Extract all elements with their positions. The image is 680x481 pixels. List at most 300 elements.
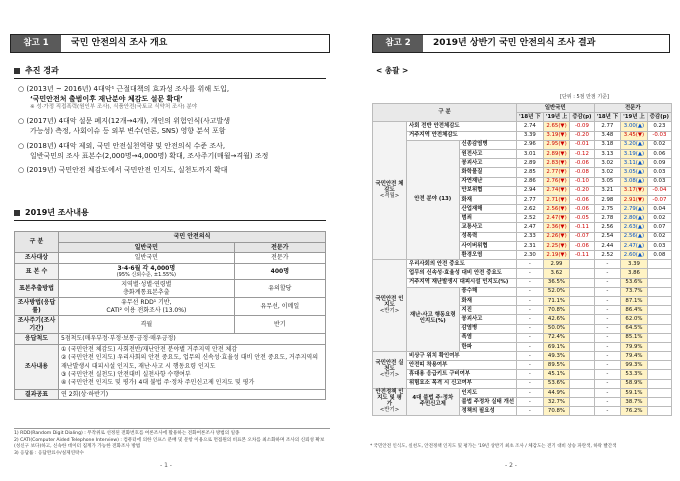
value-cell (570, 287, 594, 296)
table-note: * 국민안전 인식도, 실천도, 안전정책 인지도 및 평가는 '19년 상반기 최초 조사 / 체감도는 전기 대비 상승 파란색, 하락 빨간색 (370, 444, 617, 449)
table-row (373, 122, 672, 131)
ref-title-2: 2019년 상반기 국민 안전의식 조사 결과 (433, 37, 596, 48)
content-item: ③ (국민안전 실천도) 안전대비 실천사항 수행여부 (61, 370, 191, 378)
cell-text: 3·4·6월 각 4,000명 (117, 264, 176, 272)
group-title: 안전정책 인지도 및 평가 (375, 389, 404, 408)
value-cell: 0.09 (647, 159, 671, 168)
value-cell: 3.86 (621, 269, 648, 278)
value-cell: 2.19(▼) (543, 251, 570, 260)
subgroup-label: 안전 분야 (13) (407, 140, 460, 259)
value-cell (647, 296, 671, 305)
value-cell: - (517, 324, 544, 333)
value-cell: 2.94 (517, 186, 544, 195)
value-cell: -0.04 (647, 186, 671, 195)
value-cell: 2.74 (517, 122, 544, 131)
row-key: 결과공표 (15, 389, 59, 400)
value-cell (570, 379, 594, 388)
value-cell: - (594, 379, 621, 388)
value-cell (647, 287, 671, 296)
value-cell: - (594, 398, 621, 407)
value-cell: -0.03 (647, 131, 671, 140)
cell (59, 344, 326, 389)
value-cell (647, 306, 671, 315)
value-cell: 3.19(▼) (543, 131, 570, 140)
value-cell (647, 278, 671, 287)
value-cell: 2.54 (594, 232, 621, 241)
table-header: 증감(p) (570, 113, 594, 122)
row-label: 환경오염 (459, 251, 517, 260)
section-progress (14, 66, 59, 76)
value-cell: 3.02 (594, 159, 621, 168)
value-cell: - (594, 269, 621, 278)
table-row (373, 140, 672, 149)
row-label: 인지도 (459, 388, 517, 397)
value-cell: 72.4% (543, 333, 570, 342)
value-cell: 2.36(▼) (543, 223, 570, 232)
group-title: 국민안전 체감도 (375, 180, 404, 193)
value-cell: 2.74(▼) (543, 186, 570, 195)
table-row (373, 379, 672, 388)
value-cell: 2.71(▼) (543, 195, 570, 204)
footnote: 1) RDD(Random Digit Dialing) : 무작위로 선정된 전화번호를 여론조사에 활용하는 전화여론조사 방법의 일종 (14, 431, 240, 436)
content-item: ② (국민안전 인지도) 우리사회의 안전 중요도, 업무의 신속성·효율성 대비 안전 중요도, 거주지역의 재난발생시 대피시설 인지도, 재난·사고 시 행동요령 인지도 (61, 354, 319, 370)
table-row (15, 334, 326, 345)
value-cell: 0.03 (647, 168, 671, 177)
table-row (15, 389, 326, 400)
value-cell: - (594, 361, 621, 370)
results-table (372, 103, 672, 416)
row-label: 산업재해 (459, 205, 517, 214)
value-cell: - (594, 260, 621, 269)
value-cell: 73.7% (621, 287, 648, 296)
table-row (15, 344, 326, 389)
page-number: - 2 - (505, 462, 517, 469)
list-item: ○ (2018년) 4대악 제외, 국민 안전실천역량 및 안전의식 수준 조사, (18, 141, 226, 150)
table-row (373, 269, 672, 278)
value-cell: 2.83(▼) (543, 159, 570, 168)
value-cell: - (517, 407, 544, 416)
value-cell: 2.79(▲) (621, 205, 648, 214)
table-header: '19년 上 (621, 113, 648, 122)
row-label: 범죄 (459, 214, 517, 223)
value-cell: -0.10 (570, 177, 594, 186)
value-cell: 3.45(▼) (621, 131, 648, 140)
row-label: 위험요소 목격 시 신고여부 (407, 379, 517, 388)
value-cell: 62.0% (621, 315, 648, 324)
value-cell: 3.39 (517, 131, 544, 140)
value-cell: - (594, 352, 621, 361)
cell (59, 298, 235, 316)
value-cell: 3.02 (594, 168, 621, 177)
subgroup-label: 4대 불법 주·정차 주민신고제 (407, 388, 460, 416)
value-cell: -0.06 (570, 205, 594, 214)
list-item: ○ (2017년) 4대악 설문 폐지(12개→4개), 개인의 위험인식(사고발생 (18, 117, 231, 126)
value-cell: 2.89 (517, 159, 544, 168)
value-cell (570, 269, 594, 278)
value-cell: 2.47(▲) (621, 241, 648, 250)
value-cell: -0.06 (570, 195, 594, 204)
value-cell: 2.26(▼) (543, 232, 570, 241)
value-cell: 2.99 (543, 260, 570, 269)
value-cell (647, 352, 671, 361)
value-cell: -0.05 (570, 214, 594, 223)
ref-title-1: 국민 안전의식 조사 개요 (71, 37, 168, 48)
value-cell: 2.62 (517, 205, 544, 214)
value-cell: - (517, 278, 544, 287)
value-cell (647, 324, 671, 333)
row-label: 붕괴사고 (459, 159, 517, 168)
value-cell (570, 407, 594, 416)
value-cell: 0.02 (647, 232, 671, 241)
value-cell: 0.03 (647, 241, 671, 250)
value-cell: 3.17(▼) (621, 186, 648, 195)
value-cell (570, 370, 594, 379)
summary-label: < 총괄 > (376, 66, 409, 75)
cell: 전문가 (234, 253, 325, 264)
value-cell (570, 342, 594, 351)
value-cell: - (517, 333, 544, 342)
value-cell: 2.98 (594, 195, 621, 204)
section-progress-title: 추진 경과 (25, 66, 59, 75)
cell: 반기 (234, 316, 325, 334)
value-cell (647, 269, 671, 278)
value-cell: -0.11 (570, 223, 594, 232)
table-header: 국민 안전의식 (59, 232, 326, 243)
unit-note: [단위 : 5점 만점 기준] (560, 94, 609, 100)
cell (59, 280, 235, 298)
cell: 유의할당 (234, 280, 325, 298)
value-cell (647, 407, 671, 416)
value-cell: 3.18 (594, 140, 621, 149)
row-label: 자연재난 (459, 177, 517, 186)
row-label: 화재 (459, 296, 517, 305)
value-cell: 45.1% (543, 370, 570, 379)
value-cell (647, 398, 671, 407)
value-cell: 3.20(▲) (621, 140, 648, 149)
value-cell: 3.13 (594, 149, 621, 158)
table-header: 전문가 (594, 104, 671, 113)
table-header: 일반국민 (517, 104, 594, 113)
table-row (15, 280, 326, 298)
table-header: 구 분 (373, 104, 517, 122)
cell-text: 지역별·성별·연령별 (121, 281, 172, 289)
table-row (373, 370, 672, 379)
row-label: 안전띠 착용여부 (407, 361, 517, 370)
value-cell: - (517, 315, 544, 324)
value-cell: 2.56 (594, 223, 621, 232)
value-cell: 2.77(▼) (543, 168, 570, 177)
value-cell: -0.20 (570, 186, 594, 195)
subgroup-label: 재난·사고 행동요령 인지도(%) (407, 287, 460, 351)
value-cell: 3.11(▲) (621, 159, 648, 168)
group-period: <반기> (379, 407, 400, 414)
table-row (15, 298, 326, 316)
table-row (15, 263, 326, 280)
value-cell: - (517, 260, 544, 269)
row-label: 감염병 (459, 324, 517, 333)
table-row (373, 278, 672, 287)
row-label: 거주지역 재난발생시 대피시설 인지도(%) (407, 278, 517, 287)
footnote: 3) 응답률 : 응답완료수/실제연락수 (14, 450, 84, 456)
row-label: 신종감염병 (459, 140, 517, 149)
table-row (373, 260, 672, 269)
cell: 400명 (234, 263, 325, 280)
value-cell: 49.3% (543, 352, 570, 361)
value-cell: - (517, 370, 544, 379)
value-cell (647, 315, 671, 324)
value-cell: 0.07 (647, 223, 671, 232)
content-item: ① (국민안전 체감도) 사회전반/재난안전 분야별 거주지역 안전 체감 (61, 345, 238, 353)
row-label: 안보위협 (459, 186, 517, 195)
cell-text: (95% 신뢰수준, ±1.55%) (116, 272, 176, 278)
value-cell: 2.52 (517, 214, 544, 223)
value-cell (647, 370, 671, 379)
row-label: 붕괴사고 (459, 315, 517, 324)
value-cell: 0.02 (647, 214, 671, 223)
footnote: 2) CATI(Computer Aided Telephone Interview) : 컴퓨터에 의한 인프스 분배 및 문항 이용으로 면접원의 비표본 오차를 최소화하며 조사의 신뢰성 확보(성신구 보다)하고, 신속한 데이터 집계가 가능한 전화조사 방법 (14, 437, 325, 450)
value-cell: - (594, 278, 621, 287)
value-cell: 89.5% (543, 361, 570, 370)
value-cell: 50.0% (543, 324, 570, 333)
value-cell: 2.65(▼) (543, 122, 570, 131)
value-cell: 2.76(▼) (543, 177, 570, 186)
row-key: 응답척도 (15, 334, 59, 345)
value-cell: 85.1% (621, 333, 648, 342)
value-cell (570, 333, 594, 342)
value-cell: 79.4% (621, 352, 648, 361)
value-cell: -0.07 (647, 195, 671, 204)
divider (14, 78, 326, 79)
value-cell: 2.47 (517, 223, 544, 232)
row-key: 조사대상 (15, 253, 59, 264)
cell-text: 유무선 RDD¹ 기반, (121, 299, 172, 307)
cell: 연 2회(상·하반기) (59, 389, 326, 400)
value-cell: 2.96 (517, 140, 544, 149)
value-cell: - (517, 361, 544, 370)
survey-content-table (14, 231, 326, 400)
value-cell: 87.1% (621, 296, 648, 305)
content-item: ④ (국민안전 인지도 및 평가) 4대 불법 주·정차 주민신고제 인지도 및 평가 (61, 379, 255, 387)
value-cell: 0.08 (647, 251, 671, 260)
table-header: 구 분 (15, 232, 59, 253)
value-cell: 2.77 (517, 195, 544, 204)
value-cell: 3.21 (594, 186, 621, 195)
value-cell: 3.39 (621, 260, 648, 269)
list-item-sub: 가능성) 측정, 사회이슈 등 외부 변수(언론, SNS) 영향 분석 포함 (30, 127, 226, 136)
value-cell (570, 398, 594, 407)
row-label: 사회 전반 안전체감도 (407, 122, 517, 131)
square-bullet-icon (14, 210, 20, 216)
value-cell: 52.0% (543, 287, 570, 296)
value-cell: 53.6% (543, 379, 570, 388)
value-cell: - (517, 287, 544, 296)
value-cell: -0.20 (570, 131, 594, 140)
value-cell: - (517, 342, 544, 351)
value-cell: 42.6% (543, 315, 570, 324)
cell-text: 층화계통표본추출 (123, 288, 170, 296)
value-cell: 2.31 (517, 241, 544, 250)
table-header: '19년 上 (543, 113, 570, 122)
row-label: 풍수해 (459, 287, 517, 296)
row-label: 한파 (459, 342, 517, 351)
value-cell: - (594, 306, 621, 315)
value-cell: 59.1% (621, 388, 648, 397)
group-label (373, 122, 407, 260)
row-label: 화재 (459, 195, 517, 204)
value-cell: - (594, 388, 621, 397)
row-key: 조사내용 (15, 344, 59, 389)
table-row (373, 352, 672, 361)
group-period: <격월> (379, 192, 400, 199)
value-cell: 2.25(▼) (543, 241, 570, 250)
row-key: 조사방법(응답률) (15, 298, 59, 316)
value-cell: 2.56(▲) (621, 232, 648, 241)
ref-label-2: 참고 2 (373, 35, 423, 52)
value-cell: 86.4% (621, 306, 648, 315)
value-cell: - (594, 296, 621, 305)
table-header: 일반국민 (59, 242, 235, 253)
value-cell: - (517, 306, 544, 315)
value-cell: 99.3% (621, 361, 648, 370)
value-cell (570, 315, 594, 324)
value-cell: - (594, 407, 621, 416)
group-label (373, 260, 407, 352)
value-cell: - (517, 296, 544, 305)
value-cell: - (517, 352, 544, 361)
table-row (373, 131, 672, 140)
row-label: 비상구 위치 확인여부 (407, 352, 517, 361)
divider (14, 220, 326, 221)
value-cell: -0.11 (570, 251, 594, 260)
value-cell: 0.03 (647, 177, 671, 186)
table-header: '18년 下 (594, 113, 621, 122)
value-cell: 2.91(▼) (621, 195, 648, 204)
value-cell: 79.9% (621, 342, 648, 351)
value-cell: -0.07 (570, 232, 594, 241)
value-cell: 2.95(▼) (543, 140, 570, 149)
row-key: 표 본 수 (15, 263, 59, 280)
row-key: 조사주기(조사기간) (15, 316, 59, 334)
value-cell: 3.05(▲) (621, 168, 648, 177)
value-cell: 3.19(▲) (621, 149, 648, 158)
value-cell (570, 306, 594, 315)
value-cell: 3.00(▲) (621, 122, 648, 131)
table-row (373, 287, 672, 296)
row-label: 성폭력 (459, 232, 517, 241)
value-cell (570, 388, 594, 397)
value-cell (647, 260, 671, 269)
table-header: 전문가 (234, 242, 325, 253)
row-label: 폭염 (459, 333, 517, 342)
value-cell: 64.5% (621, 324, 648, 333)
row-key: 표본추출방법 (15, 280, 59, 298)
value-cell: - (594, 324, 621, 333)
table-row (15, 316, 326, 334)
row-label: 지진 (459, 306, 517, 315)
value-cell (647, 379, 671, 388)
value-cell: 69.1% (543, 342, 570, 351)
value-cell: - (594, 370, 621, 379)
value-cell (570, 296, 594, 305)
ref-label-1: 참고 1 (11, 35, 61, 52)
value-cell (647, 333, 671, 342)
cell: 격월 (59, 316, 235, 334)
group-label (373, 388, 407, 416)
value-cell: 2.60(▲) (621, 251, 648, 260)
value-cell: 2.78 (594, 214, 621, 223)
row-label: 업무의 신속성·효율성 대비 안전 중요도 (407, 269, 517, 278)
value-cell: - (594, 287, 621, 296)
value-cell (570, 278, 594, 287)
value-cell: 36.5% (543, 278, 570, 287)
value-cell: 2.44 (594, 241, 621, 250)
value-cell: 2.33 (517, 232, 544, 241)
value-cell: - (517, 388, 544, 397)
value-cell: 44.9% (543, 388, 570, 397)
value-cell: 3.01 (517, 149, 544, 158)
value-cell: 2.30 (517, 251, 544, 260)
value-cell: 32.7% (543, 398, 570, 407)
value-cell (647, 342, 671, 351)
value-cell: 2.52 (594, 251, 621, 260)
value-cell: 2.80(▲) (621, 214, 648, 223)
value-cell: 2.75 (594, 205, 621, 214)
row-label: 화학물질 (459, 168, 517, 177)
value-cell (570, 260, 594, 269)
row-label: 불법 주정차 실태 개선 (459, 398, 517, 407)
value-cell (647, 361, 671, 370)
value-cell: -0.06 (570, 159, 594, 168)
ref-header-1 (10, 34, 330, 53)
value-cell: - (517, 398, 544, 407)
value-cell: 2.56(▼) (543, 205, 570, 214)
value-cell: 2.47(▼) (543, 214, 570, 223)
table-row (373, 361, 672, 370)
value-cell: 0.02 (647, 140, 671, 149)
value-cell: 0.06 (647, 149, 671, 158)
value-cell: 70.8% (543, 306, 570, 315)
value-cell: 2.85 (517, 168, 544, 177)
group-period: <반기> (379, 371, 400, 378)
row-label: 우리사회의 안전 중요도 (407, 260, 517, 269)
value-cell: -0.09 (570, 122, 594, 131)
section-contents-title: 2019년 조사내용 (25, 208, 89, 217)
cell: 5점척도(매우부정·부정·보통·긍정·매우긍정) (59, 334, 326, 345)
row-label: 사이버위협 (459, 241, 517, 250)
cell (59, 263, 235, 280)
value-cell: -0.12 (570, 149, 594, 158)
value-cell (647, 388, 671, 397)
list-item: ○ (2019년) 국민안전 체감도에서 국민안전 인지도, 실천도까지 확대 (18, 165, 228, 174)
table-header: 증감(p) (647, 113, 671, 122)
value-cell: - (594, 333, 621, 342)
row-label: 정책의 필요성 (459, 407, 517, 416)
list-item-note: ※ 성·가정 직접폭력(원인부 조사), 식품안전(국토교 식약처 조사) 분야 (30, 104, 198, 111)
value-cell: 3.48 (594, 131, 621, 140)
value-cell (570, 324, 594, 333)
table-row (373, 388, 672, 397)
value-cell (570, 352, 594, 361)
value-cell: -0.06 (570, 241, 594, 250)
cell: 유무선, 이메일 (234, 298, 325, 316)
row-label: 휴대용 응급키트 구비여부 (407, 370, 517, 379)
value-cell: 3.08(▲) (621, 177, 648, 186)
value-cell: 0.23 (647, 122, 671, 131)
cell-text: CATI² 이용 전화조사 (13.0%) (106, 306, 187, 314)
value-cell: 70.8% (543, 407, 570, 416)
cell: 일반국민 (59, 253, 235, 264)
value-cell: 76.2% (621, 407, 648, 416)
